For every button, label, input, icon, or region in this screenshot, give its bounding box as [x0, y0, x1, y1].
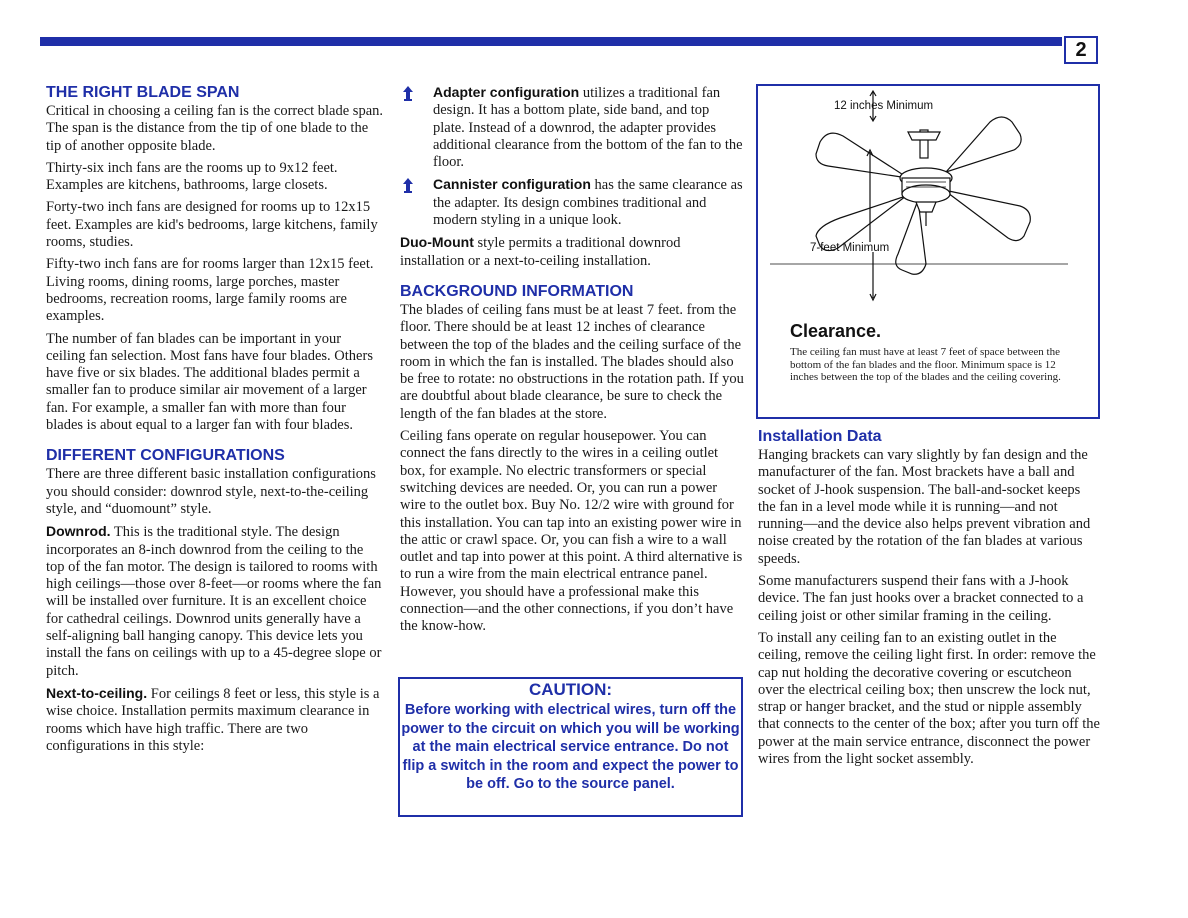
cannister-label: Cannister configuration — [433, 176, 591, 193]
next-to-ceiling-paragraph — [46, 685, 384, 755]
caution-body: Before working with electrical wires, turn off the power to the circuit on which you will be working at the main electrical service entrance. Do not flip a switch in the room and expect the power to be off. Go to the source panel. — [401, 702, 740, 793]
installation-heading: Installation Data — [758, 428, 882, 445]
adapter-label: Adapter configuration — [433, 84, 580, 100]
blade-span-paragraph: Forty-two inch fans are designed for rooms up to 12x15 feet. Examples are kid's bedrooms, large kitchens, family rooms, studies. — [46, 199, 378, 251]
blade-span-paragraph: Fifty-two inch fans are for rooms larger than 12x15 feet. Living rooms, dining rooms, large porches, master bedrooms, recreation rooms, large family rooms are examples. — [46, 256, 374, 325]
blade-span-paragraph: Critical in choosing a ceiling fan is the correct blade span. The span is the distance from the tip of one blade to the tip of another opposite blade. — [46, 103, 384, 154]
label-7-feet: 7-feet Minimum — [810, 242, 890, 254]
column-right — [758, 428, 1100, 773]
column-left — [46, 84, 384, 760]
duo-mount-paragraph — [400, 234, 744, 270]
cannister-bullet — [400, 176, 744, 229]
blade-span-heading: THE RIGHT BLADE SPAN — [46, 84, 240, 101]
label-12-inches: 12 inches Minimum — [834, 100, 934, 112]
next-to-ceiling-label: Next-to-ceiling. — [46, 684, 148, 701]
background-paragraph: Ceiling fans operate on regular housepower. You can connect the fans directly to the wires in a ceiling outlet box, for example. No electric transformers or special switching devices are needed. Or, you can run a power wire to the outlet box. Buy No. 12/2 wire with ground for this installation. You can tap into an existing power wire in the attic or crawl space. Or, you can fish a wire to a wall outlet and tap into power at this point. A third alternative is to run a wire from the main electrical entrance panel. However, you should have a professional make this connection—and the other connections, if you don’t have the know-how. — [400, 428, 743, 635]
cannister-text: has the same clearance as the adapter. Its design combines traditional and modern styling in a unique look. — [433, 177, 743, 229]
blade-span-paragraph: The number of fan blades can be important in your ceiling fan selection. Most fans have four blades. Others have five or six blades. The additional blades permit a smaller fan to produce similar air movement of a larger fan. For example, a smaller fan with more than four blades is about equal to a larger fan with four blades. — [46, 330, 373, 434]
caution-title: CAUTION: — [528, 680, 613, 699]
adapter-text: utilizes a traditional fan design. It has a bottom plate, side band, and top plate. Instead of a downrod, the adapter provides additional clearance from the bottom of the fan to the floor. — [433, 85, 743, 171]
installation-paragraph: Some manufacturers suspend their fans with a J-hook device. The fan just hooks over a bracket connected to a ceiling joist or other similar framing in the ceiling. — [758, 573, 1084, 624]
configurations-heading: DIFFERENT CONFIGURATIONS — [46, 447, 285, 465]
downrod-label: Downrod. — [46, 523, 111, 540]
fan-bullet-icon — [400, 177, 416, 193]
header-rule — [40, 37, 1062, 46]
clearance-title: Clearance. — [790, 321, 882, 341]
column-middle — [400, 84, 744, 641]
caution-box — [398, 677, 743, 817]
background-paragraph: The blades of ceiling fans must be at least 7 feet. from the floor. There should be at least 12 inches of clearance between the top of the blades and the ceiling surface of the room in which the fan is installed. The blades should also be free to rotate: no obstructions in the rotation path. If you are doubtful about blade clearance, be sure to check the length of the fan blades at the store. — [400, 301, 744, 422]
clearance-figure — [756, 84, 1100, 419]
blade-span-paragraph: Thirty-six inch fans are the rooms up to 9x12 feet. Examples are kitchens, bathrooms, large closets. — [46, 159, 338, 194]
duo-mount-label: Duo-Mount — [400, 234, 474, 251]
downrod-text: This is the traditional style. The design incorporates an 8-inch downrod from the ceiling to the top of the fan motor. The design is tailored to rooms with high ceilings—those over 8-feet—or rooms where the fan will be installed over furniture. It is an excellent choice for cathedral ceilings. Downrod units generally have a self-aligning ball hanging canopy. This device lets you install the fans on ceilings with up to a 45-degree slope or pitch. — [46, 524, 382, 679]
background-heading: BACKGROUND INFORMATION — [400, 282, 634, 300]
installation-paragraph: Hanging brackets can vary slightly by fan design and the manufacturer of the fan. Most brackets have a ball and socket of J-hook suspension. The ball-and-socket keeps the fan in a level mode while it is running—and not running—and the device also helps prevent vibration and noise created by the rotation of the fan blades at various speeds. — [758, 447, 1091, 567]
page-number: 2 — [1064, 36, 1098, 64]
next-to-ceiling-text: For ceilings 8 feet or less, this style is a wise choice. Installation permits maximum clearance in rooms which have high traffic. There are two configurations in this style: — [46, 685, 380, 754]
installation-paragraph: To install any ceiling fan to an existing outlet in the ceiling, remove the ceiling light first. In order: remove the cap nut holding the decorative covering or escutcheon over the electrical ceiling box; then unscrew the lock nut, strap or hanger bracket, and the stud or nipple assembly that connects to the center of the box; after you turn off the power at the main service entrance, disconnect the power wires from the light socket assembly. — [758, 629, 1100, 768]
clearance-caption: The ceiling fan must have at least 7 feet of space between the bottom of the fan blades and the floor. Minimum space is 12 inches between the top of the blades and the ceiling covering. — [790, 346, 1061, 384]
fan-bullet-icon — [400, 85, 416, 101]
duo-mount-text: style permits a traditional downrod installation or a next-to-ceiling installation. — [400, 235, 681, 269]
adapter-bullet — [400, 84, 744, 171]
downrod-paragraph — [46, 523, 384, 680]
configurations-intro: There are three different basic installation configurations you should consider: downrod style, next-to-the-ceiling style, and “duomount” style. — [46, 466, 376, 517]
